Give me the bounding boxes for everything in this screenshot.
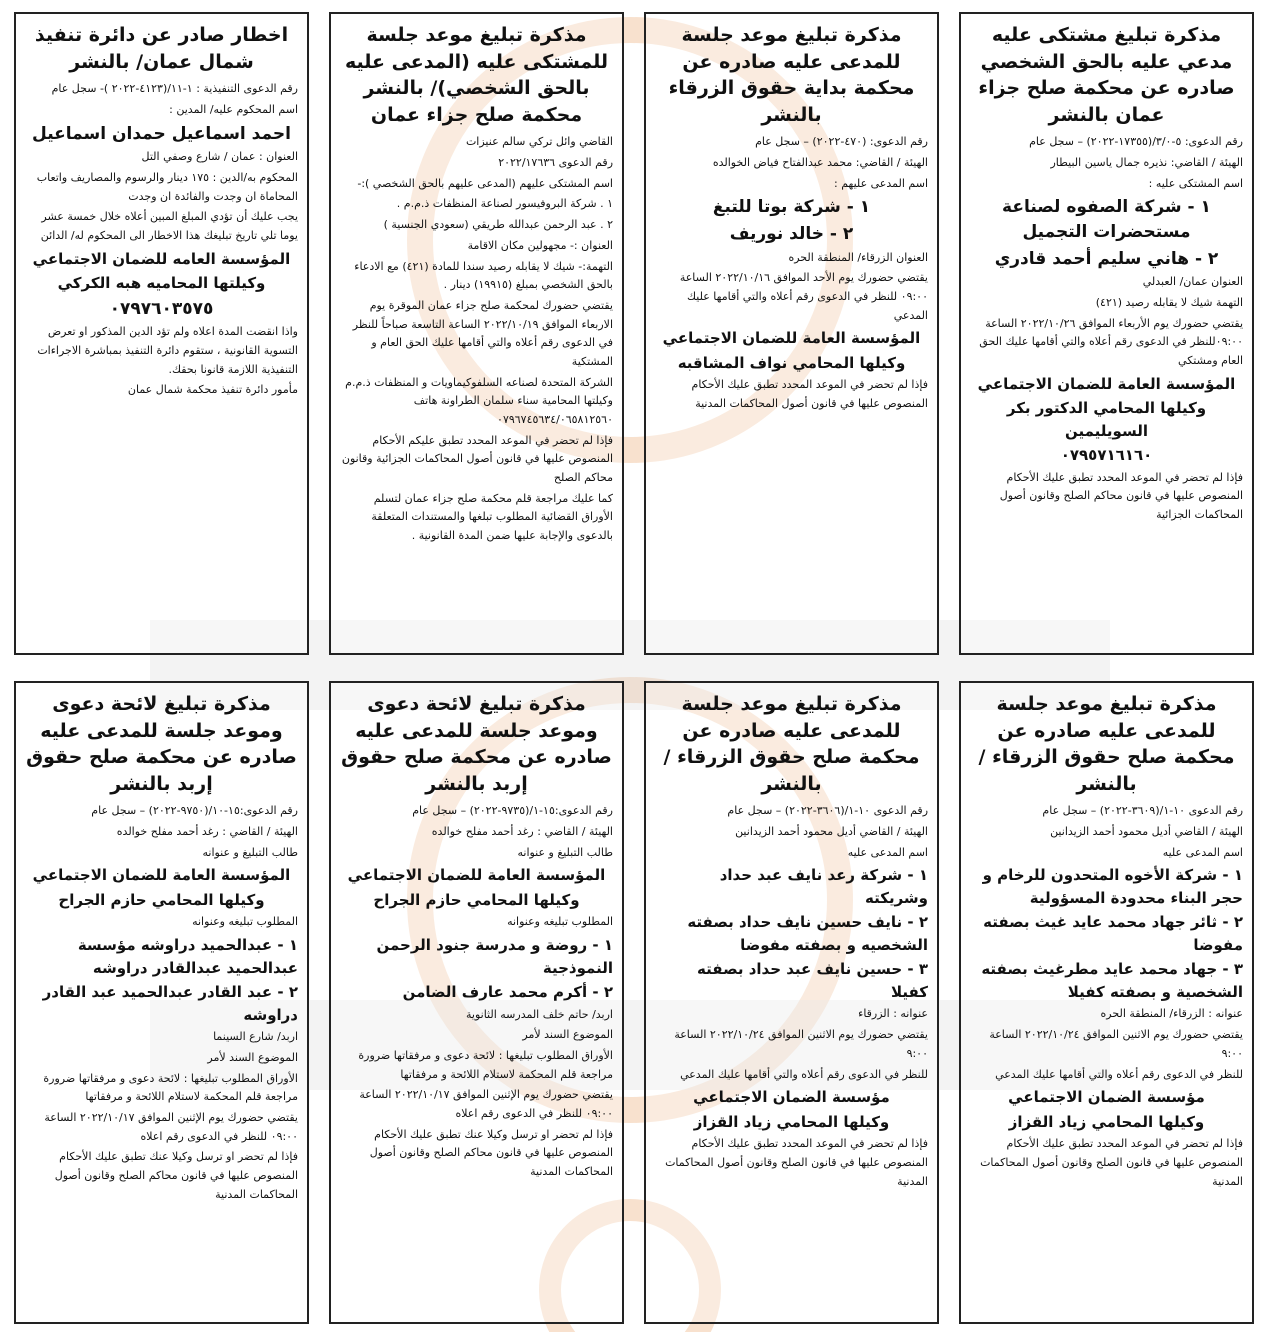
notice-line: عنوانه : الزرقاء: [858, 1007, 928, 1021]
notice-line: المؤسسة العامة للضمان الاجتماعي: [32, 866, 291, 885]
court-notice: [14, 12, 309, 655]
notice-line: يقتضي حضورك يوم الاثنين الموافق ٢٠٢٢/١٠/٢٤ الساعة ٩:٠٠: [989, 1028, 1243, 1060]
notice-line: يجب عليك أن تؤدي المبلغ المبين أعلاه خلال خمسة عشر يوما تلي تاريخ تبليغك هذا الاخطار الى المحكوم له/ الدائن: [40, 210, 298, 242]
notice-line: العنوان : عمان / شارع وصفي التل: [141, 150, 298, 164]
notice-line: الموضوع السند لأمر: [522, 1028, 613, 1042]
notice-line: رقم الدعوى ١٠-١/(٣٦٠٩-٢٠٢٢) – سجل عام: [1042, 804, 1243, 818]
notice-line: المطلوب تبليغه وعنوانه: [192, 915, 298, 929]
notice-line: اسم المشتكى عليه :: [1148, 176, 1243, 190]
notice-line: المؤسسة العامة للضمان الاجتماعي: [977, 374, 1236, 393]
notice-line: احمد اسماعيل حمدان اسماعيل: [32, 123, 291, 144]
notice-line: الهيئة / القاضي أديل محمود أحمد الزيدانين: [735, 825, 928, 839]
notice-line: اسم المدعى عليهم :: [834, 176, 928, 190]
notice-line: مأمور دائرة تنفيذ محكمة شمال عمان: [127, 383, 298, 397]
court-notice: [14, 681, 309, 1324]
notice-line: رقم الدعوى: (٤٧٠-٢٠٢٢) – سجل عام: [755, 135, 928, 149]
notice-line: الأوراق المطلوب تبليغها : لائحة دعوى و مرفقاتها ضرورة مراجعة قلم المحكمة لاستلام اللائحة و مرفقاتها: [43, 1071, 298, 1104]
notice-title: مذكرة تبليغ موعد جلسة للمدعى عليه صادره عن محكمة صلح حقوق الزرقاء / بالنشر: [663, 693, 920, 795]
notice-line: رقم الدعوى التنفيذية : ١-١١/(٤١٢٣-٢٠٢٢ )- سجل عام: [51, 82, 298, 96]
notice-line: العنوان عمان/ العبدلي: [1142, 275, 1243, 289]
notice-line: الأوراق المطلوب تبليغها : لائحة دعوى و مرفقاتها ضرورة مراجعة قلم المحكمة لاستلام اللائحة و مرفقاتها: [358, 1049, 613, 1081]
notice-title: مذكرة تبليغ لائحة دعوى وموعد جلسة للمدعى عليه صادره عن محكمة صلح حقوق إربد بالنشر: [341, 693, 612, 795]
notice-line: رقم الدعوى: ٥-٣/٠/(١٧٣٥٥-٢٠٢٢) – سجل عام: [1029, 135, 1243, 149]
notice-line: وكيلها المحامي حازم الجراح: [58, 890, 265, 909]
notice-line: المؤسسة العامه للضمان الاجتماعي: [32, 249, 291, 268]
notice-line: ١ - شركة بوتا للتبغ: [712, 197, 871, 218]
notice-line: يقتضي حضورك يوم الإثنين الموافق ٢٠٢٢/١٠/١٧ الساعة ٠٩:٠٠ للنظر في الدعوى رقم اعلاه: [44, 1110, 298, 1143]
court-notice: [959, 681, 1254, 1324]
court-notice: [959, 12, 1254, 655]
court-notice: [644, 12, 939, 655]
notice-line: التهمة:- شيك لا يقابله رصيد سندا للمادة (٤٢١) مع الادعاء بالحق الشخصي بمبلغ (١٩٩١٥) دينار .: [354, 259, 613, 292]
notice-line: ١ . شركة البروفيسور لصناعة المنظفات ذ.م.م .: [396, 197, 613, 211]
notice-line: اسم المدعى عليه: [847, 845, 928, 859]
notice-line: فإذا لم تحضر في الموعد المحدد تطبق عليك الأحكام المنصوص عليها في قانون الصلح وقانون أصول المحاكمات المدنية: [665, 1137, 928, 1188]
notice-line: رقم الدعوى ١٠-١/(٣٦٠٦-٢٠٢٢) – سجل عام: [727, 804, 928, 818]
notice-line: وكيلها المحامي زياد القزاز: [1008, 1112, 1205, 1131]
notice-line: رقم الدعوى:١٥-١٠/(٩٧٥٠-٢٠٢٢) – سجل عام: [91, 804, 298, 818]
notice-line: ٢ . عبد الرحمن عبدالله طريقي (سعودي الجنسية ): [383, 218, 613, 232]
court-notice: [329, 681, 624, 1324]
notice-line: ١ - شركة الصفوه لصناعة مستحضرات التجميل: [1002, 197, 1211, 243]
notice-line: فإذا لم تحضر في الموعد المحدد تطبق عليك الأحكام المنصوص عليها في قانون أصول المحاكمات المدنية: [691, 378, 928, 411]
notice-line: واذا انقضت المدة اعلاه ولم تؤد الدين المذكور او تعرض التسوية القانونية ، ستقوم دائرة التنفيذ بمباشرة الاجراءات التنفيذية اللازمة قانونا بحقك.: [37, 325, 298, 376]
notice-title: مذكرة تبليغ لائحة دعوى وموعد جلسة للمدعى عليه صادره عن محكمة صلح حقوق إربد بالنشر: [26, 693, 297, 795]
notice-line: ٢ - خالد نوريف: [729, 224, 854, 245]
notice-line: العنوان الزرقاء/ المنطقة الحره: [788, 250, 928, 264]
notice-line: المؤسسة العامة للضمان الاجتماعي: [347, 866, 606, 885]
notice-line: فإذا لم تحضر في الموعد المحدد تطبق عليك الأحكام المنصوص عليها في قانون الصلح وقانون أصول المحاكمات المدنية: [980, 1137, 1243, 1188]
notice-line: وكيلتها المحاميه هبه الكركي: [57, 274, 266, 293]
notice-line: ٠٧٩٥٧١٦١٦٠: [1060, 446, 1153, 465]
notice-line: اسم المحكوم عليه/ المدين :: [169, 102, 298, 116]
notice-line: ٢ - عبد القادر عبدالحميد عبد القادر دراوشه: [42, 983, 298, 1024]
notice-line: اسم المدعى عليه: [1162, 845, 1243, 859]
notice-line: ٠٧٩٧٦٠٣٥٧٥: [109, 298, 214, 319]
notice-line: رقم الدعوى ٢٠٢٢/١٧٦٣٦: [498, 156, 613, 170]
notice-line: عنوانه : الزرقاء/ المنطقة الحره: [1100, 1007, 1243, 1021]
notice-line: للنظر في الدعوى رقم أعلاه والتي أقامها عليك المدعي: [995, 1067, 1243, 1081]
notice-title: مذكرة تبليغ موعد جلسة للمدعى عليه صادره عن محكمة بداية حقوق الزرقاء بالنشر: [668, 24, 915, 126]
notice-line: العنوان :- مجهولين مكان الاقامة: [467, 238, 613, 252]
notice-line: للنظر في الدعوى رقم أعلاه والتي أقامها عليك المدعي: [680, 1067, 928, 1081]
notice-line: الموضوع السند لأمر: [207, 1050, 298, 1064]
notice-line: الهيئة / القاضي: نذيره جمال ياسين البيطار: [1050, 156, 1243, 170]
notice-title: مذكرة تبليغ موعد جلسة للمشتكى عليه (المدعى عليه بالحق الشخصي)/ بالنشر محكمة صلح جزاء عمان: [344, 24, 609, 126]
notice-line: اربد/ حاتم خلف المدرسه الثانوية: [465, 1007, 613, 1021]
notice-line: وكيلها المحامي زياد القزاز: [693, 1112, 890, 1131]
notice-line: ٢ - هاني سليم أحمد قادري: [994, 248, 1219, 269]
notice-line: المطلوب تبليغه وعنوانه: [507, 915, 613, 929]
notice-line: وكيلها المحامي نواف المشاقبه: [677, 353, 906, 372]
notice-line: ١ - شركة الأخوه المتحدون للرخام و حجر البناء محدودة المسؤولية: [982, 866, 1243, 907]
notice-line: ١ - شركة رعد نايف عبد حداد وشريكته: [719, 866, 928, 907]
notice-line: ٢ - ثائر جهاد محمد عايد غيث بصفته مفوضا: [983, 913, 1243, 954]
notice-line: مؤسسة الضمان الاجتماعي: [1008, 1088, 1205, 1107]
notice-line: طالب التبليغ و عنوانه: [202, 845, 298, 859]
notice-line: مؤسسة الضمان الاجتماعي: [693, 1088, 890, 1107]
notice-line: ٢ - أكرم محمد عارف الضامن: [402, 983, 613, 1002]
notice-line: ١ - عبدالحميد دراوشه مؤسسة عبدالحميد عبدالقادر دراوشه: [77, 936, 298, 977]
notice-line: فإذا لم تحضر او ترسل وكيلا عنك تطبق عليك الأحكام المنصوص عليها في قانون محاكم الصلح وقانون أصول المحاكمات المدنية: [369, 1127, 613, 1179]
notice-line: يقتضي حضورك يوم الأربعاء الموافق ٢٠٢٢/١٠/٢٦ الساعة ٠٩:٠٠للنظر في الدعوى رقم أعلاه والتي أقامها عليك الحق العام ومشتكي: [979, 316, 1243, 368]
notice-line: يقتضي حضورك يوم الأحد الموافق ٢٠٢٢/١٠/١٦ الساعة ٠٩:٠٠ للنظر في الدعوى رقم أعلاه والتي أقامها عليك المدعي: [679, 271, 928, 322]
notice-line: الهيئة / القاضي: محمد عبدالفتاح فياض الخوالده: [712, 156, 928, 170]
notice-line: وكيلها المحامي الدكتور بكر السويليمين: [1006, 399, 1207, 440]
notice-line: يقتضي حضورك لمحكمة صلح جزاء عمان الموقرة يوم الاربعاء الموافق ٢٠٢٢/١٠/١٩ الساعة التاسعة صباحاً للنظر في الدعوى رقم أعلاه والتي أقامها عليك الحق العام و المشتكية: [352, 298, 613, 368]
notice-line: طالب التبليغ و عنوانه: [517, 845, 613, 859]
notice-line: ١ - روضة و مدرسة جنود الرحمن النموذجية: [376, 936, 613, 977]
notice-line: القاضي وائل تركي سالم عنيزات: [465, 135, 613, 149]
notice-line: ٣ - جهاد محمد عايد مطرغيث بصفته الشخصية و بصفته كفيلا: [981, 960, 1243, 1001]
notices-grid: [14, 12, 1254, 1324]
notice-line: فإذا لم تحضر في الموعد المحدد تطبق عليك الأحكام المنصوص عليها في قانون محاكم الصلح وقانون أصول المحاكمات الجزائية: [999, 470, 1243, 522]
notice-line: فإذا لم تحضر او ترسل وكيلا عنك تطبق عليك الأحكام المنصوص عليها في قانون محاكم الصلح وقانون أصول المحاكمات المدنية: [54, 1150, 298, 1201]
notice-line: فإذا لم تحضر في الموعد المحدد تطبق عليكم الأحكام المنصوص عليها في قانون أصول المحاكمات الجزائية وقانون محاكم الصلح: [341, 433, 613, 485]
notice-line: اربد/ شارع السينما: [213, 1030, 298, 1044]
court-notice: [329, 12, 624, 655]
notice-line: الهيئة / القاضي : رغد أحمد مفلح خوالده: [116, 825, 298, 839]
notice-line: رقم الدعوى:١٥-١/(٩٧٣٥-٢٠٢٢) – سجل عام: [412, 804, 613, 818]
notice-title: مذكرة تبليغ مشتكى عليه مدعي عليه بالحق الشخصي صادره عن محكمة صلح جزاء عمان بالنشر: [978, 24, 1235, 126]
notice-line: التهمة شيك لا يقابله رصيد (٤٢١): [1095, 296, 1243, 310]
notice-line: المحكوم به/الدين : ١٧٥ دينار والرسوم والمصاريف واتعاب المحاماة ان وجدت والفائدة ان وجدت: [36, 170, 298, 203]
notice-line: وكيلها المحامي حازم الجراح: [373, 890, 580, 909]
notice-title: اخطار صادر عن دائرة تنفيذ شمال عمان/ بالنشر: [34, 24, 289, 73]
notice-title: مذكرة تبليغ موعد جلسة للمدعى عليه صادره عن محكمة صلح حقوق الزرقاء / بالنشر: [978, 693, 1235, 795]
notice-line: كما عليك مراجعة قلم محكمة صلح جزاء عمان لتسلم الأوراق القضائية المطلوب تبلغها والمستندات المتعلقة بالدعوى والإجابة عليها ضمن المدة القانونية .: [371, 491, 613, 543]
notice-line: الهيئة / القاضي : رغد أحمد مفلح خوالده: [431, 825, 613, 839]
notice-line: الهيئة / القاضي أديل محمود أحمد الزيدانين: [1050, 825, 1243, 839]
notice-line: يقتضي حضورك يوم الاثنين الموافق ٢٠٢٢/١٠/٢٤ الساعة ٩:٠٠: [674, 1028, 928, 1060]
notice-line: المؤسسة العامة للضمان الاجتماعي: [662, 329, 921, 348]
notice-line: يقتضي حضورك يوم الإثنين الموافق ٢٠٢٢/١٠/١٧ الساعة ٠٩:٠٠ للنظر في الدعوى رقم اعلاه: [359, 1088, 613, 1121]
notice-line: اسم المشتكى عليهم (المدعى عليهم بالحق الشخصي ):-: [357, 176, 613, 190]
notice-line: الشركة المتحدة لصناعه السلفوكيماويات و المنظفات ذ.م.م وكيلتها المحامية سناء سلمان الطراونة هاتف ٠٧٩٦٧٤٥٦٣٤/٠٦٥٨١٢٥٦٠: [345, 375, 613, 426]
court-notice: [644, 681, 939, 1324]
notice-line: ٢ - نايف حسين نايف حداد بصفته الشخصيه و بصفته مفوضا: [687, 913, 928, 954]
notice-line: ٣ - حسين نايف عبد حداد بصفته كفيلا: [697, 960, 928, 1001]
